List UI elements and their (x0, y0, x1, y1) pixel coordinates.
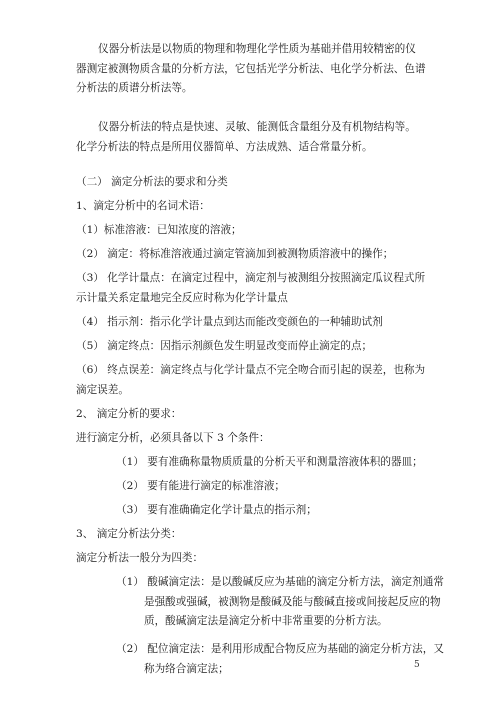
term-item: （4） 指示剂：指示化学计量点到达而能改变颜色的一种辅助试剂 (76, 316, 383, 328)
term-item: （2） 滴定：将标准溶液通过滴定管滴加到被测物质溶液中的操作； (76, 248, 394, 260)
term-item: （5） 滴定终点：因指示剂颜色发生明显改变而停止滴定的点； (76, 340, 373, 352)
requirement-item: （2） 要有能进行滴定的标准溶液； (116, 480, 286, 492)
requirements-intro: 进行滴定分析，必须具备以下 3 个条件： (76, 432, 270, 444)
classification-heading: 3、 滴定分析法分类： (76, 528, 182, 540)
class-item: （2） 配位滴定法：是利用形成配合物反应为基础的滴定分析方法，又称为络合滴定法； (116, 643, 444, 675)
term-item: （6） 终点误差：滴定终点与化学计量点不完全吻合而引起的误差，也称为滴定误差。 (76, 364, 426, 396)
requirements-heading: 2、 滴定分析的要求： (76, 408, 182, 420)
paragraph-characteristics: 仪器分析法的特点是快速、灵敏、能测低含量组分及有机物结构等。化学分析法的特点是所用仪器简单、方法成熟、适合常量分析。 (76, 121, 416, 153)
classification-intro: 滴定分析法一般分为四类： (76, 552, 204, 564)
class-item: （1） 酸碱滴定法：是以酸碱反应为基础的滴定分析方法，滴定剂通常是强酸或强碱，被测物是酸碱及能与酸碱直接或间接起反应的物质，酸碱滴定法是滴定分析中非常重要的分析方法。 (116, 576, 444, 627)
requirement-item: （3） 要有准确确定化学计量点的指示剂； (116, 504, 317, 516)
term-item: （1）标准溶液：已知浓度的溶液； (76, 224, 242, 236)
terms-heading: 1、滴定分析中的名词术语： (76, 200, 210, 212)
page-number: 5 (414, 660, 420, 670)
requirement-item: （1） 要有准确称量物质质量的分析天平和测量溶液体积的器皿； (116, 456, 423, 468)
paragraph-instrumental-analysis: 仪器分析法是以物质的物理和物理化学性质为基础并借用较精密的仪器测定被测物质含量的分析方法，它包括光学分析法、电化学分析法、色谱分析法的质谱分析法等。 (76, 43, 426, 94)
section-title-titration: （二） 滴定分析法的要求和分类 (76, 176, 228, 188)
term-item: （3） 化学计量点：在滴定过程中，滴定剂与被测组分按照滴定瓜议程式所示计量关系定量地完全反应时称为化学计量点 (76, 272, 426, 304)
